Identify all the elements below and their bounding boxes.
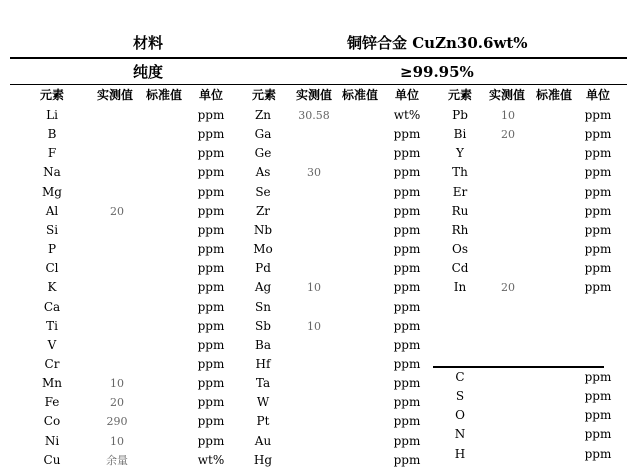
- element-symbol: Mg: [42, 185, 62, 199]
- element-symbol: Bi: [453, 127, 467, 141]
- measured-value: 290: [106, 415, 128, 428]
- measured-value: 20: [501, 128, 515, 141]
- unit-label: ppm: [393, 414, 421, 428]
- unit-label: ppm: [393, 376, 421, 390]
- unit-label: ppm: [584, 447, 612, 461]
- unit-label: ppm: [393, 434, 421, 448]
- element-symbol: Ga: [254, 127, 272, 141]
- unit-label: ppm: [393, 357, 421, 371]
- element-symbol: Cu: [43, 453, 61, 467]
- measured-value: 30.58: [298, 109, 330, 122]
- element-symbol: Li: [46, 108, 58, 122]
- unit-label: ppm: [197, 338, 225, 352]
- unit-label: ppm: [584, 427, 612, 441]
- header-divider-bottom: [10, 84, 627, 85]
- measured-value: 10: [307, 320, 321, 333]
- purity-label: 纯度: [133, 63, 164, 81]
- unit-label: ppm: [197, 261, 225, 275]
- col-unit-3: 单位: [585, 88, 611, 102]
- material-value: 铜锌合金 CuZn30.6wt%: [347, 34, 528, 52]
- unit-label: ppm: [584, 389, 612, 403]
- element-symbol: Zn: [254, 108, 272, 122]
- element-symbol: Fe: [44, 395, 60, 409]
- element-symbol: H: [454, 447, 466, 461]
- unit-label: ppm: [393, 338, 421, 352]
- unit-label: ppm: [393, 300, 421, 314]
- element-symbol: Er: [452, 185, 468, 199]
- header-divider-top: [10, 57, 627, 59]
- col-standard-2: 标准值: [341, 88, 379, 102]
- element-symbol: C: [455, 370, 465, 384]
- element-symbol: Pt: [256, 414, 270, 428]
- unit-label: ppm: [584, 185, 612, 199]
- unit-label: ppm: [197, 280, 225, 294]
- unit-label: ppm: [393, 453, 421, 467]
- element-symbol: P: [47, 242, 57, 256]
- element-symbol: Se: [255, 185, 271, 199]
- unit-label: ppm: [197, 376, 225, 390]
- element-symbol: Hg: [253, 453, 273, 467]
- element-symbol: Ta: [255, 376, 271, 390]
- element-symbol: K: [47, 280, 57, 294]
- unit-label: ppm: [393, 185, 421, 199]
- col-measured-2: 实测值: [295, 88, 333, 102]
- element-symbol: F: [47, 146, 57, 160]
- element-symbol: Au: [254, 434, 272, 448]
- col-unit-2: 单位: [394, 88, 420, 102]
- unit-label: wt%: [197, 453, 225, 467]
- unit-label: ppm: [584, 165, 612, 179]
- unit-label: ppm: [584, 280, 612, 294]
- unit-label: ppm: [197, 242, 225, 256]
- unit-label: ppm: [393, 395, 421, 409]
- element-symbol: S: [455, 389, 465, 403]
- element-symbol: B: [47, 127, 57, 141]
- gas-section-divider: [433, 366, 604, 368]
- unit-label: ppm: [584, 108, 612, 122]
- col-element-2: 元素: [251, 88, 277, 102]
- element-symbol: Cr: [44, 357, 60, 371]
- element-symbol: N: [454, 427, 466, 441]
- element-symbol: W: [256, 395, 270, 409]
- unit-label: ppm: [197, 204, 225, 218]
- unit-label: ppm: [393, 242, 421, 256]
- unit-label: ppm: [197, 434, 225, 448]
- element-symbol: Cd: [451, 261, 469, 275]
- material-label: 材料: [133, 34, 164, 52]
- unit-label: ppm: [393, 165, 421, 179]
- unit-label: ppm: [197, 319, 225, 333]
- element-symbol: Ca: [43, 300, 61, 314]
- element-symbol: As: [255, 165, 271, 179]
- unit-label: ppm: [197, 395, 225, 409]
- element-symbol: Mo: [253, 242, 273, 256]
- element-symbol: Ge: [254, 146, 272, 160]
- unit-label: ppm: [197, 357, 225, 371]
- unit-label: ppm: [393, 223, 421, 237]
- unit-label: ppm: [197, 185, 225, 199]
- measured-value: 20: [110, 396, 124, 409]
- col-element-1: 元素: [39, 88, 65, 102]
- col-standard-1: 标准值: [145, 88, 183, 102]
- unit-label: ppm: [393, 319, 421, 333]
- unit-label: ppm: [197, 127, 225, 141]
- measured-value: 10: [501, 109, 515, 122]
- unit-label: ppm: [584, 223, 612, 237]
- element-symbol: Ti: [46, 319, 58, 333]
- unit-label: ppm: [197, 414, 225, 428]
- unit-label: ppm: [584, 370, 612, 384]
- purity-value: ≥99.95%: [400, 63, 474, 81]
- unit-label: ppm: [584, 127, 612, 141]
- element-symbol: Pd: [255, 261, 271, 275]
- measured-value: 余量: [106, 454, 128, 467]
- element-symbol: O: [455, 408, 465, 422]
- unit-label: ppm: [584, 146, 612, 160]
- unit-label: ppm: [197, 146, 225, 160]
- element-symbol: Ru: [451, 204, 469, 218]
- col-standard-3: 标准值: [535, 88, 573, 102]
- unit-label: ppm: [584, 242, 612, 256]
- element-symbol: Ni: [44, 434, 60, 448]
- unit-label: ppm: [197, 108, 225, 122]
- unit-label: ppm: [393, 146, 421, 160]
- element-symbol: Nb: [253, 223, 273, 237]
- col-unit-1: 单位: [198, 88, 224, 102]
- col-measured-1: 实测值: [96, 88, 134, 102]
- element-symbol: Th: [452, 165, 468, 179]
- unit-label: ppm: [584, 408, 612, 422]
- element-symbol: Ba: [255, 338, 271, 352]
- unit-label: ppm: [393, 204, 421, 218]
- element-symbol: Y: [456, 146, 464, 160]
- measured-value: 10: [110, 377, 124, 390]
- unit-label: wt%: [393, 108, 421, 122]
- unit-label: ppm: [197, 165, 225, 179]
- element-symbol: V: [47, 338, 57, 352]
- unit-label: ppm: [584, 261, 612, 275]
- element-symbol: Al: [45, 204, 59, 218]
- element-symbol: Ag: [254, 280, 272, 294]
- element-symbol: Sn: [255, 300, 271, 314]
- element-symbol: Co: [43, 414, 61, 428]
- element-symbol: Pb: [452, 108, 468, 122]
- element-symbol: Si: [45, 223, 59, 237]
- element-symbol: Rh: [451, 223, 469, 237]
- element-symbol: Na: [43, 165, 61, 179]
- element-symbol: In: [453, 280, 467, 294]
- unit-label: ppm: [197, 300, 225, 314]
- measured-value: 10: [307, 281, 321, 294]
- measured-value: 20: [501, 281, 515, 294]
- unit-label: ppm: [393, 127, 421, 141]
- element-symbol: Mn: [41, 376, 63, 390]
- unit-label: ppm: [393, 261, 421, 275]
- element-symbol: Os: [452, 242, 468, 256]
- element-symbol: Cl: [45, 261, 59, 275]
- measured-value: 30: [307, 166, 321, 179]
- measured-value: 10: [110, 435, 124, 448]
- element-symbol: Zr: [255, 204, 271, 218]
- unit-label: ppm: [197, 223, 225, 237]
- measured-value: 20: [110, 205, 124, 218]
- col-measured-3: 实测值: [488, 88, 526, 102]
- col-element-3: 元素: [447, 88, 473, 102]
- element-symbol: Hf: [255, 357, 271, 371]
- unit-label: ppm: [584, 204, 612, 218]
- element-symbol: Sb: [255, 319, 271, 333]
- unit-label: ppm: [393, 280, 421, 294]
